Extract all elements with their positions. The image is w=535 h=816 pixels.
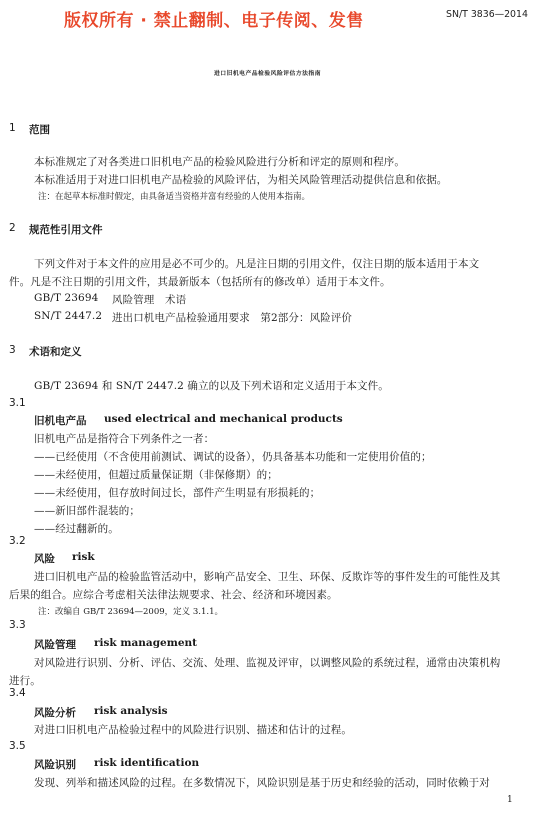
section-1-number: 1	[9, 122, 16, 134]
reference-1-code: GB/T 23694	[34, 292, 99, 304]
term-3-1-number: 3.1	[9, 397, 26, 409]
section-1-note: 注：在起草本标准时假定，由具备适当资格并富有经验的人使用本指南。	[38, 192, 311, 202]
page-number: 1	[507, 795, 513, 805]
term-3-1-item: ——新旧部件混装的；	[34, 505, 140, 517]
term-3-3-number: 3.3	[9, 619, 26, 631]
term-3-2-note: 注：改编自 GB/T 23694—2009，定义 3.1.1。	[38, 607, 223, 617]
term-3-4-number: 3.4	[9, 687, 26, 699]
term-3-2-chinese: 风险	[34, 553, 55, 565]
term-3-5-number: 3.5	[9, 740, 26, 752]
term-3-1-item: ——已经使用（不含使用前测试、调试的设备），仍具备基本功能和一定使用价值的；	[34, 451, 432, 463]
term-3-4-chinese: 风险分析	[34, 707, 76, 719]
section-1-heading: 范围	[29, 124, 50, 136]
term-3-5-english: risk identification	[94, 757, 200, 769]
section-3-number: 3	[9, 344, 16, 356]
term-3-3-chinese: 风险管理	[34, 639, 76, 651]
term-3-2-definition-line-2: 后果的组合。应综合考虑相关法律法规要求、社会、经济和环境因素。	[9, 589, 338, 601]
document-title: 进口旧机电产品检验风险评估方法指南	[213, 71, 322, 77]
reference-1-title: 风险管理 术语	[112, 294, 187, 306]
term-3-2-definition-line-1: 进口旧机电产品的检验监管活动中，影响产品安全、卫生、环保、反欺诈等的事件发生的可能性及其	[34, 571, 501, 583]
term-3-3-definition-line-2: 进行。	[9, 675, 41, 687]
term-3-1-chinese: 旧机电产品	[34, 415, 87, 427]
section-1-paragraph-2: 本标准适用于对进口旧机电产品检验的风险评估，为相关风险管理活动提供信息和依据。	[34, 174, 448, 186]
section-2-paragraph-line-2: 件。凡是不注日期的引用文件，其最新版本（包括所有的修改单）适用于本文件。	[9, 276, 391, 288]
term-3-1-item: ——未经使用，但超过质量保证期（非保修期）的；	[34, 469, 278, 481]
term-3-2-number: 3.2	[9, 535, 26, 547]
section-1-paragraph-1: 本标准规定了对各类进口旧机电产品的检验风险进行分析和评定的原则和程序。	[34, 156, 405, 168]
reference-2-code: SN/T 2447.2	[34, 310, 103, 322]
term-3-5-definition-line-1: 发现、列举和描述风险的过程。在多数情况下，风险识别是基于历史和经验的活动，同时依赖于对	[34, 777, 490, 789]
term-3-4-english: risk analysis	[94, 705, 168, 717]
term-3-3-definition-line-1: 对风险进行识别、分析、评估、交流、处理、监视及评审，以调整风险的系统过程，通常由决策机构	[34, 657, 501, 669]
section-3-heading: 术语和定义	[29, 346, 82, 358]
term-3-1-english: used electrical and mechanical products	[104, 413, 343, 425]
copyright-watermark: 版权所有 · 禁止翻制、电子传阅、发售	[64, 11, 364, 31]
standard-code: SN/T 3836—2014	[446, 9, 528, 20]
term-3-1-item: ——未经使用，但存放时间过长，部件产生明显有形损耗的；	[34, 487, 321, 499]
term-3-1-item: ——经过翻新的。	[34, 523, 119, 535]
term-3-4-definition: 对进口旧机电产品检验过程中的风险进行识别、描述和估计的过程。	[34, 724, 352, 736]
section-2-number: 2	[9, 222, 16, 234]
section-3-intro: GB/T 23694 和 SN/T 2447.2 确立的以及下列术语和定义适用于本文件。	[34, 380, 389, 392]
term-3-3-english: risk management	[94, 637, 198, 649]
term-3-1-definition: 旧机电产品是指符合下列条件之一者：	[34, 433, 215, 445]
term-3-5-chinese: 风险识别	[34, 759, 76, 771]
section-2-heading: 规范性引用文件	[29, 224, 103, 236]
term-3-2-english: risk	[72, 551, 95, 563]
reference-2-title: 进出口机电产品检验通用要求 第2部分：风险评价	[112, 312, 352, 324]
section-2-paragraph-line-1: 下列文件对于本文件的应用是必不可少的。凡是注日期的引用文件，仅注日期的版本适用于本文	[34, 258, 480, 270]
